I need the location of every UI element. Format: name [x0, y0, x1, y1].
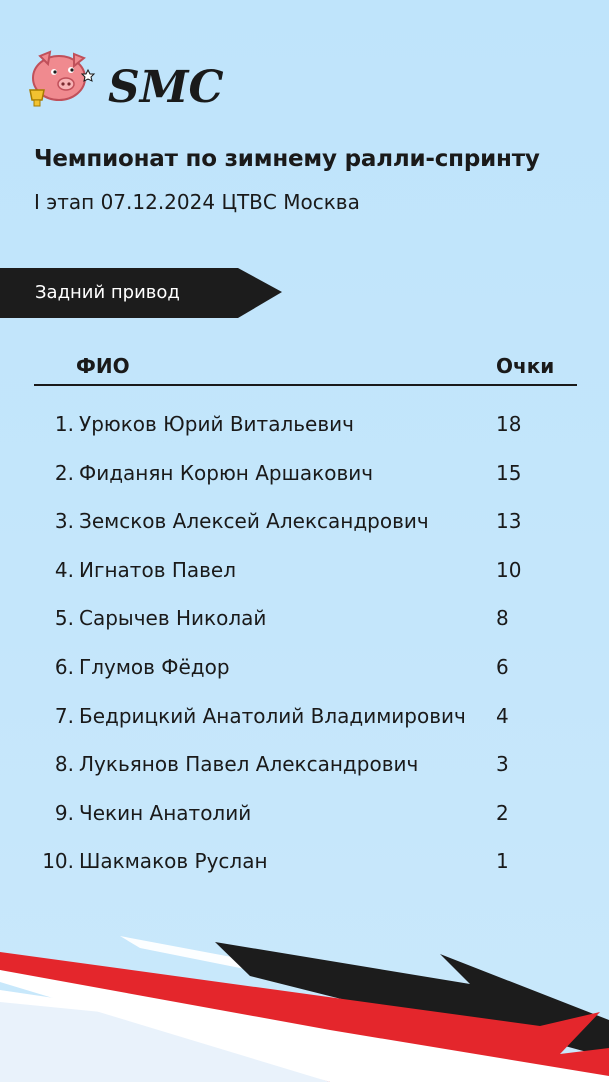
- column-header-name: ФИО: [76, 354, 130, 378]
- row-points: 10: [496, 557, 522, 582]
- decorative-stripes: [0, 930, 609, 1082]
- row-name: Земсков Алексей Александрович: [79, 509, 429, 534]
- row-points: 6: [496, 654, 509, 679]
- row-name: Чекин Анатолий: [79, 800, 252, 825]
- category-banner: [0, 268, 282, 318]
- row-name: Сарычев Николай: [79, 606, 267, 631]
- row-name: Урюков Юрий Витальевич: [79, 412, 354, 436]
- page-subtitle: I этап 07.12.2024 ЦТВС Москва: [34, 190, 360, 214]
- row-name: Игнатов Павел: [79, 557, 237, 582]
- logo-text: SMC: [108, 62, 224, 113]
- row-points: 15: [496, 460, 522, 485]
- row-rank: 8.: [54, 752, 74, 777]
- table-row: [0, 596, 609, 645]
- row-points: 2: [496, 800, 509, 825]
- category-label: Задний привод: [35, 282, 180, 303]
- column-header-points: Очки: [496, 354, 555, 378]
- row-rank: 6.: [54, 654, 74, 679]
- row-rank: 2.: [54, 460, 74, 485]
- row-name: Фиданян Корюн Аршакович: [79, 460, 374, 485]
- table-row: [0, 451, 609, 500]
- row-points: 8: [496, 606, 509, 631]
- page-title: Чемпионат по зимнему ралли-спринту: [34, 146, 540, 172]
- row-rank: 1.: [54, 412, 74, 436]
- row-rank: 5.: [54, 606, 74, 631]
- row-name: Шакмаков Руслан: [79, 849, 268, 874]
- results-list: [0, 402, 609, 888]
- table-row: [0, 791, 609, 840]
- row-name: Лукьянов Павел Александрович: [79, 752, 419, 777]
- table-row: [0, 548, 609, 597]
- row-name: Бедрицкий Анатолий Владимирович: [79, 703, 466, 728]
- row-rank: 3.: [54, 509, 74, 534]
- table-row: [0, 839, 609, 888]
- row-rank: 4.: [54, 557, 74, 582]
- table-row: [0, 694, 609, 743]
- row-points: 18: [496, 412, 522, 436]
- row-rank: 9.: [54, 800, 74, 825]
- row-points: 1: [496, 849, 509, 874]
- row-rank: 10.: [42, 849, 74, 874]
- pig-mascot-icon: [26, 46, 246, 116]
- row-points: 3: [496, 752, 509, 777]
- row-points: 13: [496, 509, 522, 534]
- table-row: [0, 499, 609, 548]
- row-name: Глумов Фёдор: [79, 654, 230, 679]
- table-header: [34, 350, 577, 386]
- smc-logo: [26, 46, 246, 116]
- row-points: 4: [496, 703, 509, 728]
- table-row: [0, 742, 609, 791]
- row-rank: 7.: [54, 703, 74, 728]
- table-row: [0, 645, 609, 694]
- table-row: [0, 402, 609, 451]
